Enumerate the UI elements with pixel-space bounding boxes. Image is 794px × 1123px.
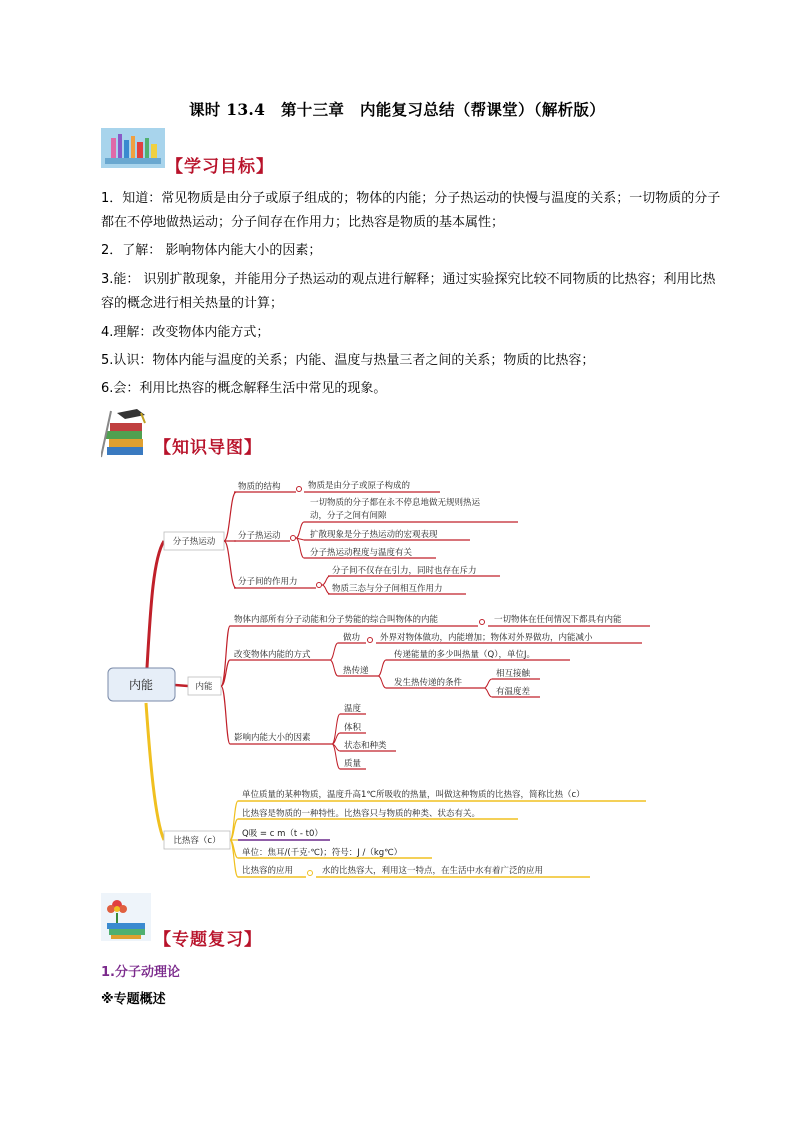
topic-heading: 1.分子动理论 (101, 965, 180, 980)
node-label: 分子热运动 (238, 531, 281, 541)
branch-line (175, 685, 188, 686)
leaf-label: 有温度差 (496, 687, 531, 697)
topic-overview-label: ※专题概述 (101, 992, 166, 1007)
node-label: 热传递 (343, 666, 369, 676)
leaf-label: 单位：焦耳/(千克·℃)；符号：J /（kg℃） (242, 848, 403, 858)
leaf-label: 分子热运动程度与温度有关 (310, 548, 413, 558)
document-title: 课时 13.4 第十三章 内能复习总结（帮课堂）（解析版） (188, 100, 606, 119)
leaf-label: 一切物体在任何情况下都具有内能 (494, 615, 622, 625)
leaf-label: 分子间不仅存在引力，同时也存在斥力 (332, 566, 477, 576)
leaf-label: 体积 (344, 723, 362, 733)
branch-line (146, 703, 164, 840)
node-label: 改变物体内能的方式 (234, 650, 311, 660)
leaf-label: 一切物质的分子都在永不停息地做无规则热运 (310, 498, 481, 508)
root-label: 内能 (128, 678, 154, 692)
branch-label: 比热容（c） (173, 836, 221, 846)
section-heading-goals: 【学习目标】 (166, 157, 274, 177)
leaf-label: 动，分子之间有间隙 (310, 511, 387, 521)
goal-item: 4.理解：改变物体内能方式； (101, 325, 270, 340)
branch-line (146, 541, 164, 684)
section-heading-map: 【知识导图】 (154, 438, 262, 458)
leaf-label: 物质是由分子或原子构成的 (308, 481, 411, 491)
node-label: 做功 (343, 633, 361, 643)
branch-label: 分子热运动 (172, 537, 216, 547)
leaf-label: 状态和种类 (344, 741, 387, 751)
leaf-label: 物质三态与分子间相互作用力 (332, 584, 443, 594)
leaf-label: 传递能量的多少叫热量（Q），单位J。 (394, 650, 535, 660)
goal-item: 1．知道：常见物质是由分子或原子组成的；物体的内能；分子热运动的快慢与温度的关系；一切物质的分子都在不停地做热运动；分子间存在作用力；比热容是物质的基本属性； (101, 191, 721, 230)
leaf-label: 比热容是物质的一种特性。比热容只与物质的种类、状态有关。 (242, 809, 481, 819)
node-label: 物体内部所有分子动能和分子势能的综合叫物体的内能 (234, 615, 439, 625)
goal-item: 5.认识：物体内能与温度的关系；内能、温度与热量三者之间的关系；物质的比热容； (101, 353, 595, 368)
goal-item: 6.会：利用比热容的概念解释生活中常见的现象。 (101, 381, 387, 396)
leaf-label: 扩散现象是分子热运动的宏观表现 (310, 530, 438, 540)
leaf-label: 外界对物体做功，内能增加；物体对外界做功，内能减小 (380, 633, 593, 643)
goal-item: 3.能： 识别扩散现象，并能用分子热运动的观点进行解释；通过实验探究比较不同物质的比热容；利用比热容的概念进行相关热量的计算； (101, 272, 716, 311)
branch-label: 内能 (195, 682, 213, 692)
node-label: 比热容的应用 (242, 866, 294, 876)
leaf-label: 发生热传递的条件 (394, 678, 463, 688)
leaf-label: 质量 (344, 759, 362, 769)
node-label: 物质的结构 (238, 482, 281, 492)
leaf-label: 水的比热容大，利用这一特点，在生活中水有着广泛的应用 (322, 866, 544, 876)
flower-books-icon (101, 893, 151, 941)
node-label: 影响内能大小的因素 (234, 733, 311, 743)
formula-label: Q吸 = c m（t - t0） (242, 829, 323, 839)
section-heading-review: 【专题复习】 (154, 930, 262, 950)
node-label: 分子间的作用力 (238, 577, 298, 587)
leaf-label: 相互接触 (496, 669, 531, 679)
goal-item: 2．了解： 影响物体内能大小的因素； (101, 243, 322, 258)
leaf-label: 温度 (344, 704, 362, 714)
leaf-label: 单位质量的某种物质，温度升高1℃所吸收的热量，叫做这种物质的比热容，简称比热（c） (242, 790, 585, 800)
